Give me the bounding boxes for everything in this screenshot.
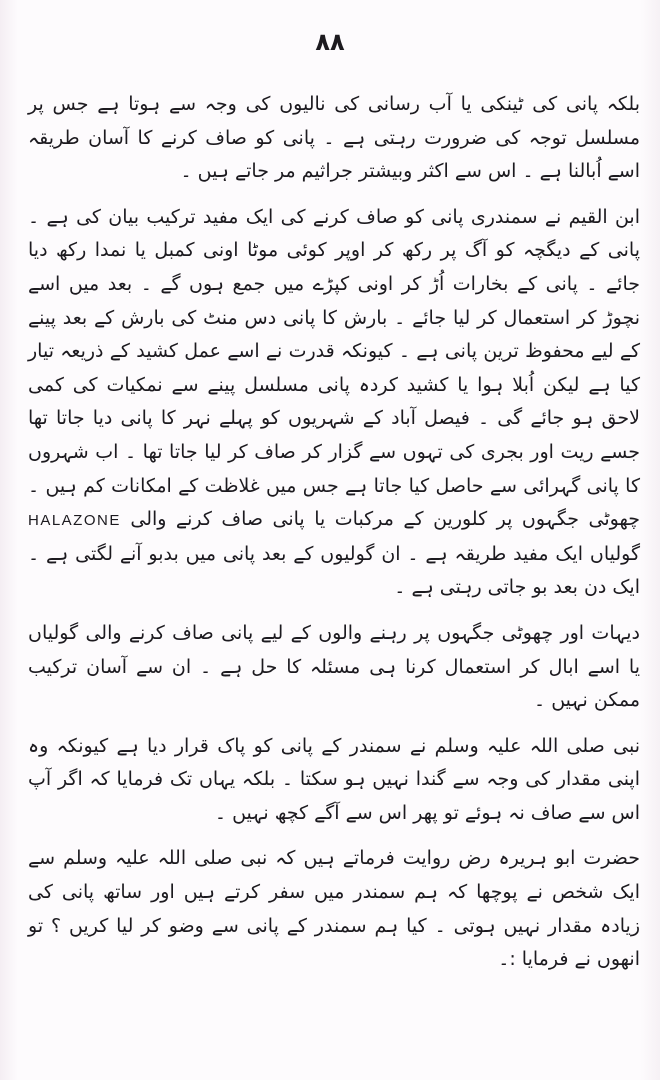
page-body-text [28, 88, 640, 977]
paragraph-ibn-qayyim [28, 201, 640, 605]
paragraph-text: نبی صلی اللہ علیہ وسلم نے سمندر کے پانی کو پاک قرار دیا ہے کیونکہ وہ اپنی مقدار کی وجہ سے گندا نہیں ہو سکتا ۔ بلکہ یہاں تک فرمایا کہ اگر آپ اس سے صاف نہ ہوئے تو پھر اس سے آگے کچھ نہیں ۔ [28, 734, 640, 824]
paragraph-text: حضرت ابو ہریرہ رض روایت فرماتے ہیں کہ نبی صلی اللہ علیہ وسلم سے ایک شخص نے پوچھا کہ ہم سمندر میں سفر کرتے ہیں اور ساتھ پانی کی زیادہ مقدار نہیں ہوتی ۔ کیا ہم سمندر کے پانی سے وضو کر لیا کریں ؟ تو انھوں نے فرمایا :۔ [28, 847, 640, 971]
paragraph-text: دیہات اور چھوٹی جگہوں پر رہنے والوں کے لیے پانی صاف کرنے والی گولیاں یا اسے ابال کر استعمال کرنا ہی مسئلہ کا حل ہے ۔ ان سے آسان ترکیب ممکن نہیں ۔ [28, 621, 640, 712]
paragraph-water-tank [28, 88, 640, 189]
halazone-term: HALAZONE [28, 512, 121, 530]
paragraph-text: گولیاں ایک مفید طریقہ ہے ۔ ان گولیوں کے بعد پانی میں بدبو آنے لگتی ہے ۔ ایک دن بعد بو جاتی رہتی ہے ۔ [28, 542, 640, 599]
paragraph-sea-water [28, 730, 640, 831]
paragraph-hadith [28, 842, 640, 976]
paragraph-villages [28, 617, 640, 718]
paragraph-text: بلکہ پانی کی ٹینکی یا آب رسانی کی نالیوں کی وجہ سے ہوتا ہے جس پر مسلسل توجہ کی ضرورت رہتی ہے ۔ پانی کو صاف کرنے کا آسان طریقہ اسے اُبالنا ہے ۔ اس سے اکثر وبیشتر جراثیم مر جاتے ہیں ۔ [28, 93, 640, 183]
page-number: ۸۸ [315, 28, 345, 56]
paragraph-text: ابن القیم نے سمندری پانی کو صاف کرنے کی ایک مفید ترکیب بیان کی ہے ۔ پانی کے دیگچہ کو آگ پر رکھ کر اوپر کوئی موٹا اونی کمبل یا نمدا رکھ دیا جائے ۔ پانی کے بخارات اُڑ کر اونی کپڑے میں جمع ہوں گے ۔ بعد میں اسے نچوڑ کر استعمال کر لیا جائے ۔ بارش کا پانی دس منٹ کی بارش کے بعد پینے کے لیے محفوظ ترین پانی ہے ۔ کیونکہ قدرت نے اسے عمل کشید کے ذریعہ تیار کیا ہے لیکن اُبلا ہوا یا کشید کردہ پانی مسلسل پینے سے نمکیات کی کمی لاحق ہو جائے گی ۔ فیصل آباد کے شہریوں کو پہلے نہر کا پانی دیا جاتا تھا جسے ریت اور بجری کی تہوں سے گزار کر صاف کر لیا جاتا تھا ۔ اب شہروں کا پانی گہرائی سے حاصل کیا جاتا ہے جس میں غلاظت کے امکانات کم ہیں ۔ چھوٹی جگہوں پر کلورین کے مرکبات یا پانی صاف کرنے والی [28, 205, 640, 531]
